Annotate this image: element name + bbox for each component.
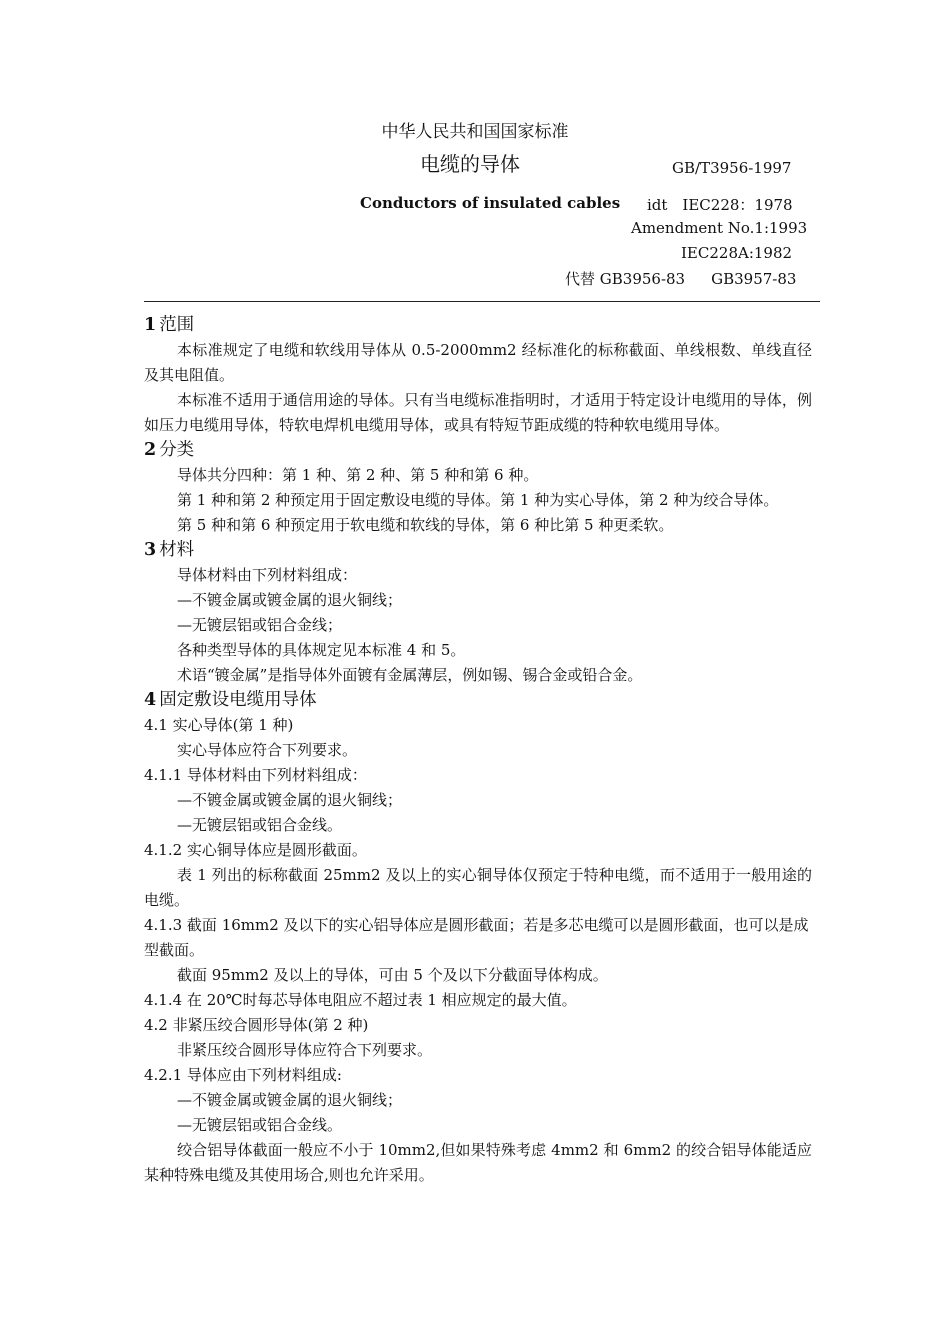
document-body (144, 313, 812, 1188)
standard-number: GB/T3956-1997 (672, 159, 792, 177)
iec228a-reference: IEC228A:1982 (681, 244, 793, 262)
section-heading (144, 313, 812, 338)
body-paragraph: 导体材料由下列材料组成： (177, 566, 358, 584)
body-paragraph: 本标准规定了电缆和软线用导体从 0.5-2000mm2 经标准化的标称截面、单线根数、单线直径及其电阻值。 (144, 341, 812, 384)
body-paragraph: —无镀层铝或铝合金线。 (177, 816, 343, 834)
section-title: 材料 (159, 540, 195, 560)
subsection-paragraph: 4.1.2 实心铜导体应是圆形截面。 (144, 841, 367, 859)
national-standard-heading: 中华人民共和国国家标准 (381, 122, 569, 142)
body-paragraph: 各种类型导体的具体规定见本标准 4 和 5。 (177, 641, 466, 659)
section-title: 分类 (159, 440, 195, 460)
section-heading (144, 538, 812, 563)
body-paragraph: 表 1 列出的标称截面 25mm2 及以上的实心铜导体仅预定于特种电缆，而不适用于一般用途的电缆。 (144, 866, 812, 909)
body-paragraph: 术语“镀金属”是指导体外面镀有金属薄层，例如锡、锡合金或铅合金。 (177, 666, 643, 684)
body-paragraph: 实心导体应符合下列要求。 (177, 741, 358, 759)
body-paragraph: —不镀金属或镀金属的退火铜线； (177, 591, 403, 609)
body-paragraph: 第 1 种和第 2 种预定用于固定敷设电缆的导体。第 1 种为实心导体，第 2 种为绞合导体。 (177, 491, 779, 509)
body-paragraph: —不镀金属或镀金属的退火铜线； (177, 791, 403, 809)
section-number: 3 (144, 540, 157, 560)
section-number: 4 (144, 690, 157, 710)
body-paragraph: 绞合铝导体截面一般应不小于 10mm2,但如果特殊考虑 4mm2 和 6mm2 的绞合铝导体能适应某种特殊电缆及其使用场合,则也允许采用。 (144, 1141, 812, 1184)
section-number: 2 (144, 440, 157, 460)
body-paragraph: 第 5 种和第 6 种预定用于软电缆和软线的导体，第 6 种比第 5 种更柔软。 (177, 516, 674, 534)
body-paragraph: 本标准不适用于通信用途的导体。只有当电缆标准指明时，才适用于特定设计电缆用的导体，例如压力电缆用导体，特软电焊机电缆用导体，或具有特短节距成缆的特种软电缆用导体。 (144, 391, 812, 434)
replaces-line (565, 268, 822, 289)
body-paragraph: 非紧压绞合圆形导体应符合下列要求。 (177, 1041, 433, 1059)
body-paragraph: —无镀层铝或铝合金线。 (177, 1116, 343, 1134)
subsection-paragraph: 4.1 实心导体(第 1 种) (144, 716, 294, 734)
subsection-paragraph: 4.1.4 在 20℃时每芯导体电阻应不超过表 1 相应规定的最大值。 (144, 991, 577, 1009)
english-title: Conductors of insulated cables (360, 194, 621, 212)
replaces-first: 代替 GB3956-83 (565, 270, 686, 288)
subsection-paragraph: 4.2 非紧压绞合圆形导体(第 2 种) (144, 1016, 369, 1034)
subsection-paragraph: 4.2.1 导体应由下列材料组成: (144, 1066, 342, 1084)
section-heading (144, 688, 812, 713)
subsection-paragraph: 4.1.1 导体材料由下列材料组成： (144, 766, 367, 784)
section-number: 1 (144, 315, 157, 335)
idt-reference: idt IEC228：1978 (647, 196, 793, 214)
subsection-paragraph: 4.1.3 截面 16mm2 及以下的实心铝导体应是圆形截面；若是多芯电缆可以是圆形截面，也可以是成型截面。 (144, 916, 809, 959)
section-title: 固定敷设电缆用导体 (159, 690, 317, 710)
amendment-reference: Amendment No.1:1993 (631, 219, 808, 237)
section-heading (144, 438, 812, 463)
document-title: 电缆的导体 (420, 152, 520, 176)
header-divider (144, 301, 820, 302)
body-paragraph: 截面 95mm2 及以上的导体，可由 5 个及以下分截面导体构成。 (177, 966, 608, 984)
body-paragraph: —不镀金属或镀金属的退火铜线； (177, 1091, 403, 1109)
section-title: 范围 (159, 315, 195, 335)
body-paragraph: —无镀层铝或铝合金线； (177, 616, 343, 634)
replaces-second: GB3957-83 (711, 270, 797, 288)
body-paragraph: 导体共分四种：第 1 种、第 2 种、第 5 种和第 6 种。 (177, 466, 539, 484)
